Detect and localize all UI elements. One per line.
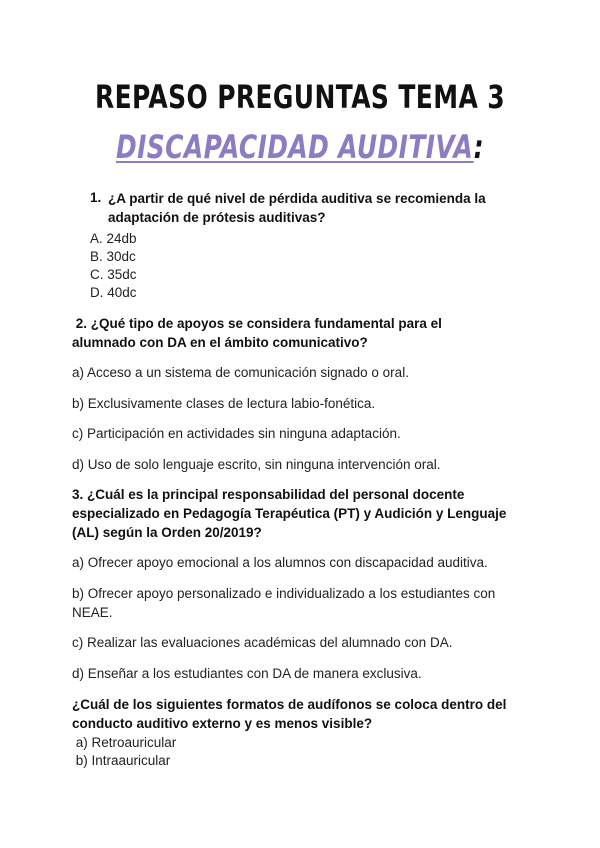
q2-line1: 2. ¿Qué tipo de apoyos se considera fundamental para el (72, 316, 442, 331)
q1-option-d-text: 40dc (107, 285, 137, 300)
subtitle-text: DISCAPACIDAD AUDITIVA (116, 128, 474, 166)
q2-option-a: a) Acceso a un sistema de comunicación signado o oral. (72, 365, 409, 380)
q3-option-b: b) Ofrecer apoyo personalizado e individualizado a los estudiantes con (72, 586, 496, 601)
q1-option-b (90, 247, 136, 266)
q4-line1: ¿Cuál de los siguientes formatos de audífonos se coloca dentro del (72, 697, 507, 712)
q1-line1: ¿A partir de qué nivel de pérdida auditiva se recomienda la (108, 191, 486, 206)
q1-option-d-label: D. (90, 285, 104, 300)
q3-option-c: c) Realizar las evaluaciones académicas del alumnado con DA. (72, 635, 453, 650)
q2-option-b: b) Exclusivamente clases de lectura labio-fonética. (72, 396, 376, 411)
q4-option-b: b) Intraauricular (72, 753, 171, 768)
q2-option-d: d) Uso de solo lenguaje escrito, sin ninguna intervención oral. (72, 457, 441, 472)
page-subtitle (66, 128, 534, 166)
q1-number: 1. (90, 190, 102, 205)
q1-option-d (90, 283, 137, 302)
q2-line2: alumnado con DA en el ámbito comunicativo? (72, 335, 368, 350)
q4-option-a: a) Retroauricular (72, 735, 177, 750)
q1-option-c-label: C. (90, 267, 104, 282)
q4-line2: conducto auditivo externo y es menos visible? (72, 716, 373, 731)
q3-line3: (AL) según la Orden 20/2019? (72, 525, 262, 540)
q1-option-c (90, 265, 137, 284)
q1-option-b-label: B. (90, 249, 103, 264)
q1-option-a-text: 24db (106, 231, 137, 246)
q1-option-a-label: A. (90, 231, 103, 246)
q3-line2: especializado en Pedagogía Terapéutica (PT) y Audición y Lenguaje (72, 506, 507, 521)
q3-option-b-cont: NEAE. (72, 605, 113, 620)
q1-option-c-text: 35dc (107, 267, 137, 282)
q3-option-d: d) Enseñar a los estudiantes con DA de manera exclusiva. (72, 666, 422, 681)
q3-option-a: a) Ofrecer apoyo emocional a los alumnos con discapacidad auditiva. (72, 555, 488, 570)
page-title: REPASO PREGUNTAS TEMA 3 (94, 78, 506, 116)
q1-option-a (90, 229, 137, 248)
q2-option-c: c) Participación en actividades sin ninguna adaptación. (72, 426, 401, 441)
q1-line2: adaptación de prótesis auditivas? (108, 210, 326, 225)
q1-option-b-text: 30dc (106, 249, 136, 264)
subtitle-colon: : (473, 128, 484, 166)
q3-line1: 3. ¿Cuál es la principal responsabilidad del personal docente (72, 487, 465, 502)
